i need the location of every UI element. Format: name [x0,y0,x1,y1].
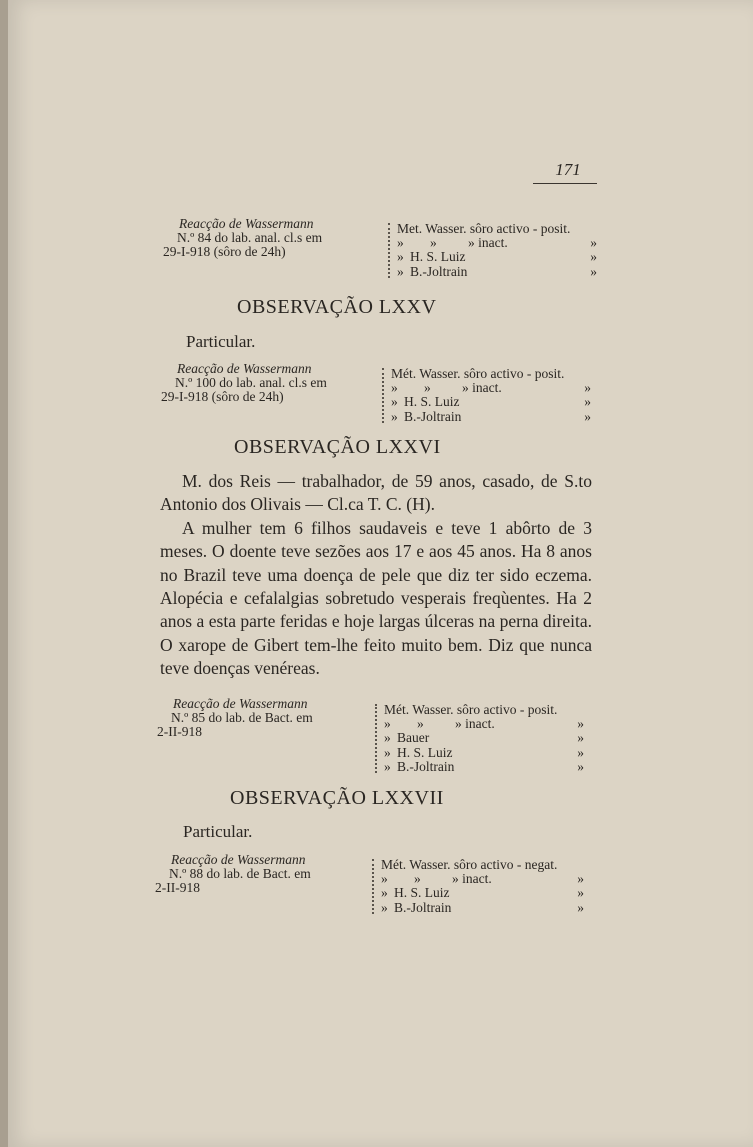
result-cell: » [590,263,597,279]
book-spine-edge [0,0,8,1147]
result-cell: » [424,380,431,396]
result-cell: » [577,899,584,915]
reaction-block [157,697,372,739]
result-cell: » [381,871,388,887]
result-cell: Mét. Wasser. sôro activo - posit. [391,366,565,381]
result-cell: » [584,394,591,410]
result-cell: » [584,380,591,396]
result-cell: » [391,380,398,396]
result-cell: » [384,744,391,760]
result-cell: » [384,758,391,774]
page-number: 171 [555,160,581,179]
result-cell: » [577,885,584,901]
result-cell: » [577,758,584,774]
result-cell: » inact. [468,235,508,251]
reaction-title: Reacção de Wassermann [171,852,306,867]
result-cell: » [381,899,388,915]
result-cell: Mét. Wasser. sôro activo - posit. [384,702,558,717]
dotted-rule [388,223,390,278]
reaction-line: N.º 88 do lab. de Bact. em [169,866,311,881]
result-cell: » [590,235,597,251]
result-cell: » [384,716,391,732]
reaction-title: Reacção de Wassermann [173,696,308,711]
result-cell: » [430,235,437,251]
observation-body [160,470,592,681]
result-cell: » [577,730,584,746]
results-table [397,222,597,279]
result-cell: Mét. Wasser. sôro activo - negat. [381,857,558,872]
section-subtitle: Particular. [183,822,253,841]
dotted-rule [375,704,377,773]
result-cell: » [397,263,404,279]
result-cell: » [397,249,404,265]
results-table [391,367,591,424]
result-cell: » inact. [455,716,495,732]
result-cell: » [577,871,584,887]
result-cell: B.-Joltrain [410,263,468,279]
result-cell: H. S. Luiz [404,394,460,410]
reaction-block [163,217,378,259]
reaction-line: 2-II-918 [157,724,202,739]
result-cell: B.-Joltrain [404,408,462,424]
result-cell: B.-Joltrain [397,758,455,774]
result-cell: » [590,249,597,265]
reaction-line: 2-II-918 [155,880,200,895]
result-cell: » [584,408,591,424]
result-cell: H. S. Luiz [397,744,453,760]
result-cell: H. S. Luiz [394,885,450,901]
result-cell: B.-Joltrain [394,899,452,915]
reaction-block [161,362,376,404]
result-cell: » [384,730,391,746]
result-cell: » [391,394,398,410]
section-heading: OBSERVAÇÃO LXXVI [234,436,441,458]
reaction-title: Reacção de Wassermann [177,361,312,376]
dotted-rule [372,859,374,914]
reaction-line: N.º 85 do lab. de Bact. em [171,710,313,725]
reaction-block [155,853,370,895]
result-cell: » [417,716,424,732]
section-heading: OBSERVAÇÃO LXXV [237,296,437,318]
reaction-line: 29-I-918 (sôro de 24h) [161,389,284,404]
results-table [381,858,584,915]
paragraph: A mulher tem 6 filhos saudaveis e teve 1 abôrto de 3 meses. O doente teve sezões aos 17 e aos 45 anos. Ha 8 anos no Brazil teve uma doença de pele que diz ter sido eczema. Alopécia e cefalalgias sobretudo vesperais freqùentes. Ha 2 anos a esta parte feridas e hoje largas úlceras na perna direita. O xarope de Gibert tem-lhe feito muito bem. Diz que nunca teve doenças venéreas. [160,517,592,679]
result-cell: » [414,871,421,887]
page-number-rule [533,183,597,184]
reaction-line: 29-I-918 (sôro de 24h) [163,244,286,259]
reaction-line: N.º 84 do lab. anal. cl.s em [177,230,323,245]
reaction-title: Reacção de Wassermann [179,216,314,231]
result-cell: » [397,235,404,251]
results-table [384,703,584,774]
result-cell: H. S. Luiz [410,249,466,265]
result-cell: Met. Wasser. sôro activo - posit. [397,221,571,236]
paragraph: M. dos Reis — trabalhador, de 59 anos, casado, de S.to Antonio dos Olivais — Cl.ca T. C. (H). [160,471,592,515]
result-cell: » inact. [452,871,492,887]
section-heading: OBSERVAÇÃO LXXVII [230,787,444,809]
result-cell: » inact. [462,380,502,396]
result-cell: » [577,744,584,760]
reaction-line: N.º 100 do lab. anal. cl.s em [175,375,327,390]
dotted-rule [382,368,384,423]
result-cell: » [391,408,398,424]
section-subtitle: Particular. [186,332,256,351]
result-cell: Bauer [397,730,430,746]
result-cell: » [381,885,388,901]
result-cell: » [577,716,584,732]
